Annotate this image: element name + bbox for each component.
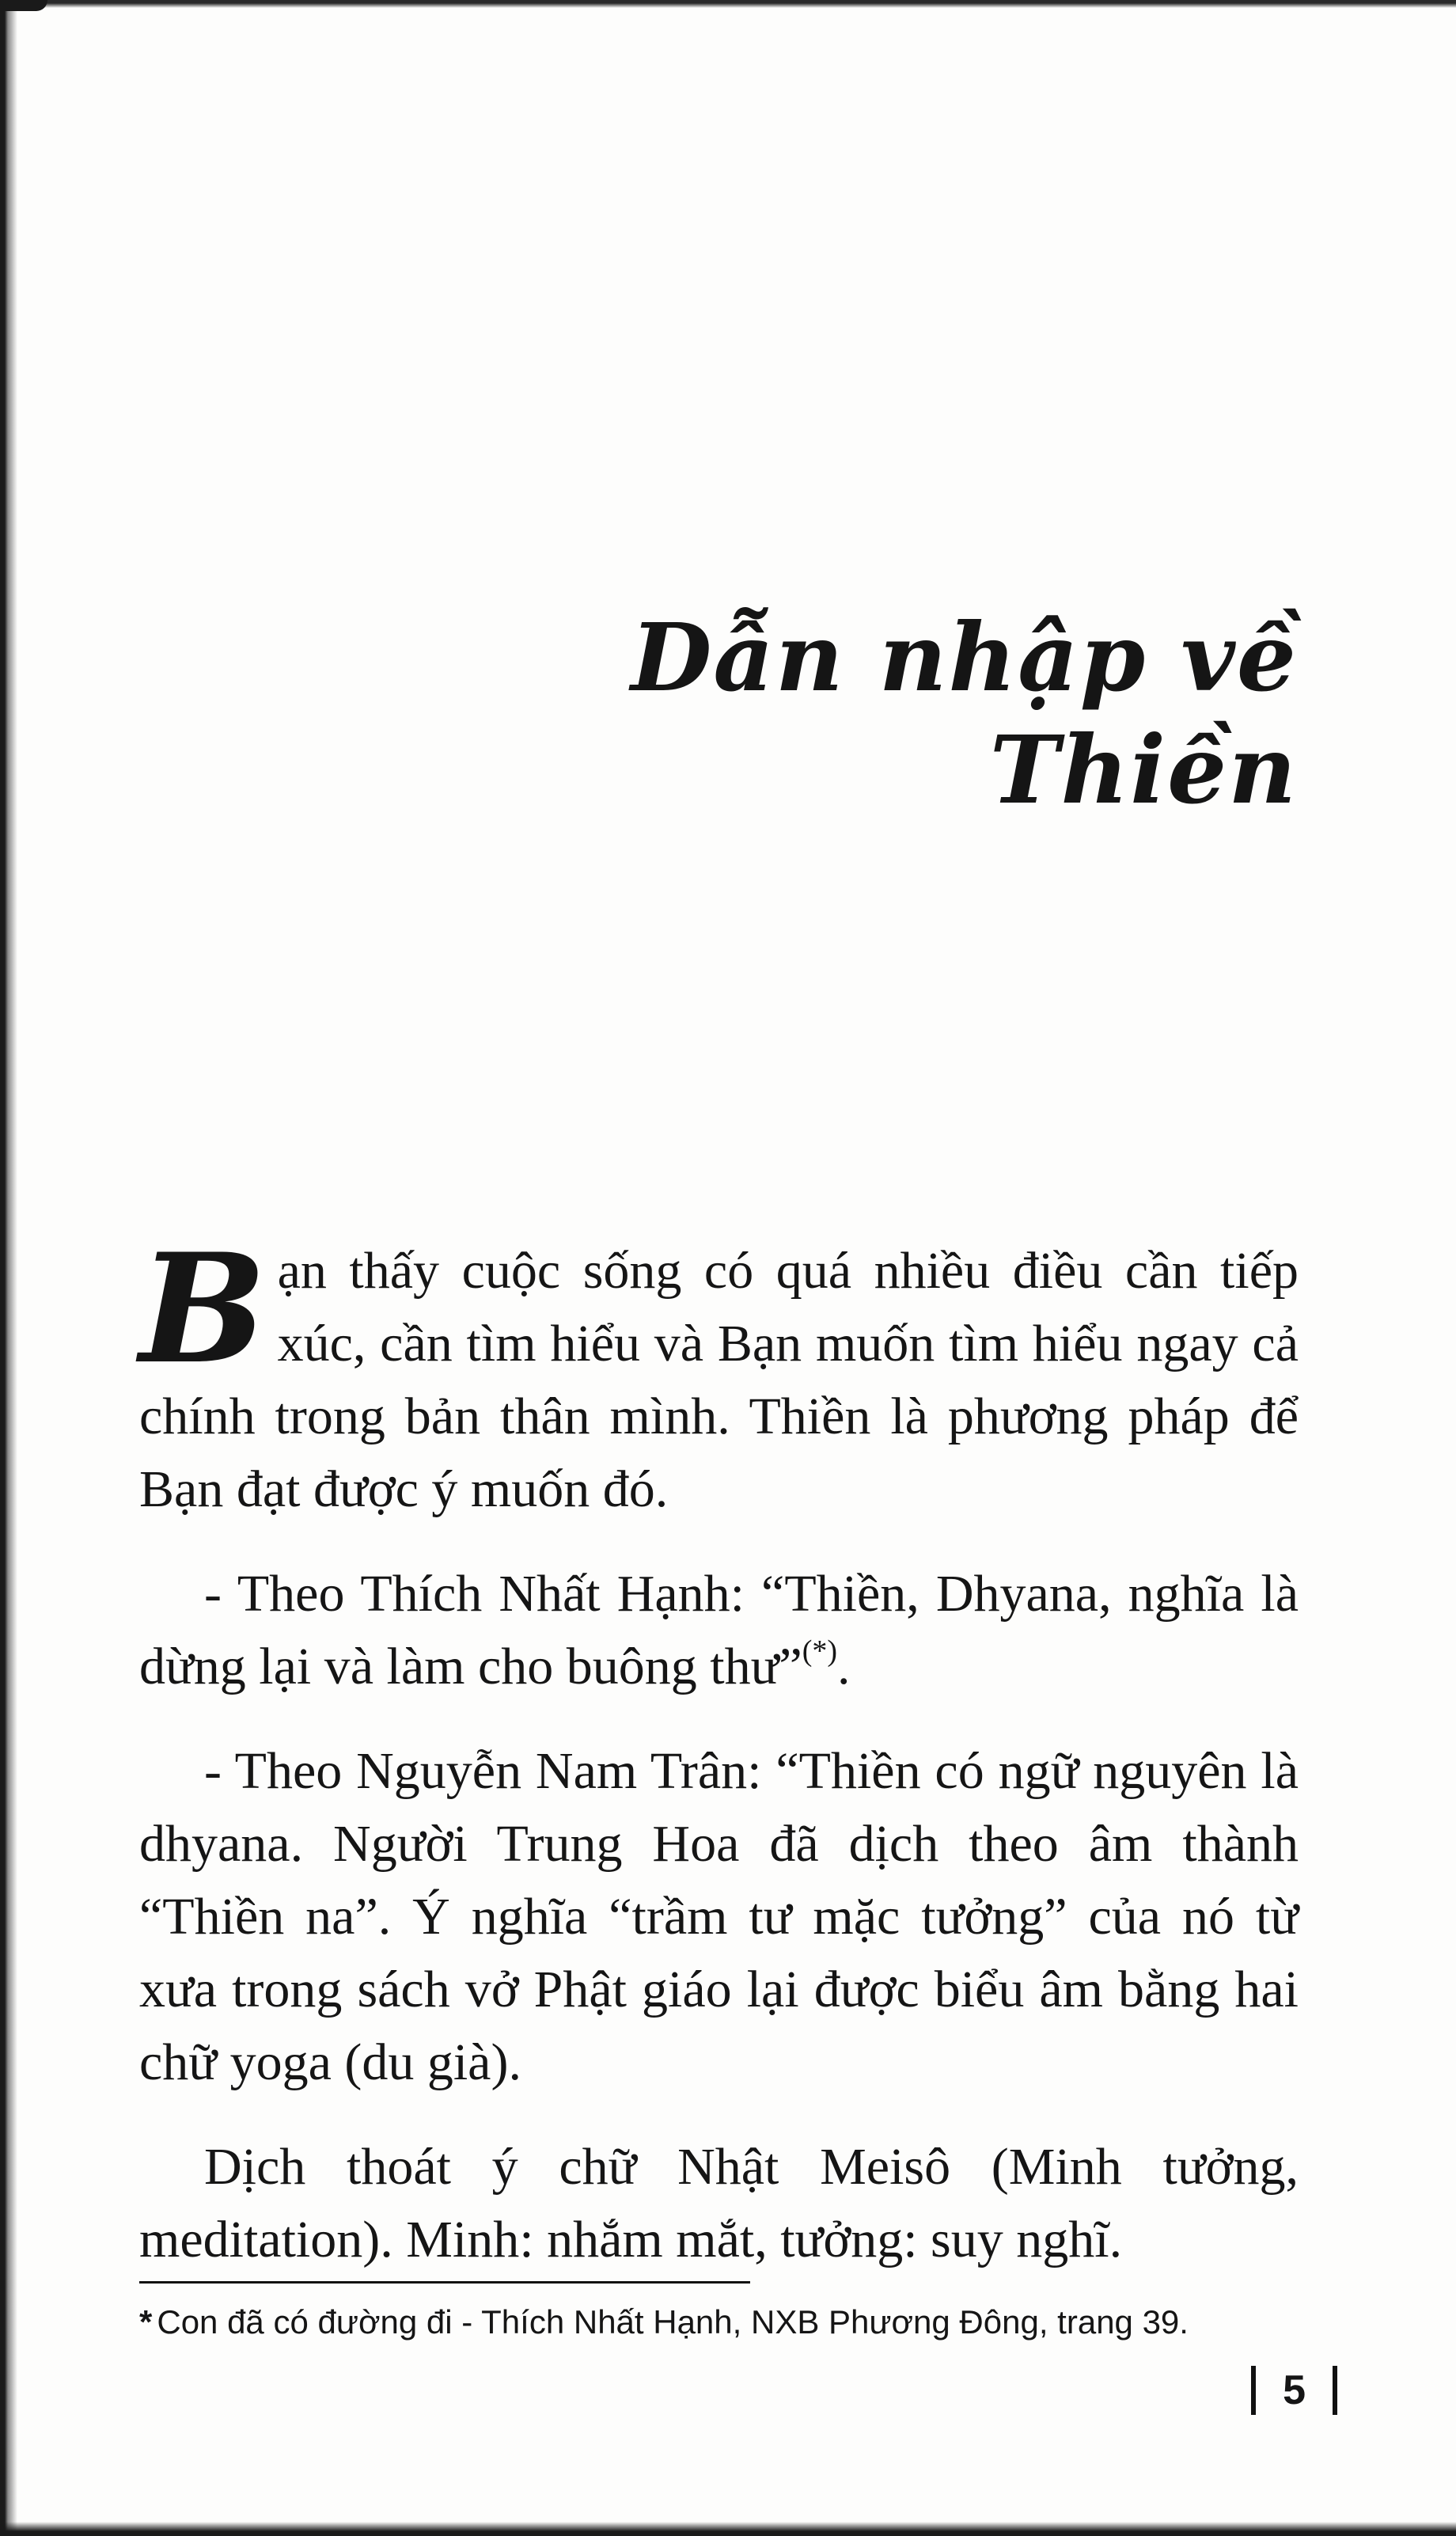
footnote-mark: * xyxy=(139,2303,153,2340)
quote-paragraph-1 xyxy=(139,1558,1299,1703)
drop-cap: B xyxy=(139,1221,267,1397)
scan-edge-bottom xyxy=(0,2522,1456,2536)
intro-paragraph xyxy=(139,1221,1299,1526)
scan-corner xyxy=(0,0,47,11)
quote-1-end: . xyxy=(837,1638,851,1695)
page-number-left-bar xyxy=(1251,2366,1256,2415)
body-text xyxy=(139,1221,1299,2308)
footnote-text: Con đã có đường đi - Thích Nhất Hạnh, NXB Phương Đông, trang 39. xyxy=(157,2303,1189,2340)
page-number-right-bar xyxy=(1333,2366,1337,2415)
chapter-title: Dẫn nhập về Thiền xyxy=(631,602,1298,825)
quote-1-text: - Theo Thích Nhất Hạnh: “Thiền, Dhyana, nghĩa là dừng lại và làm cho buông thư” xyxy=(139,1565,1299,1695)
paragraph-4: Dịch thoát ý chữ Nhật Meisô (Minh tưởng, meditation). Minh: nhắm mắt, tưởng: suy nghĩ. xyxy=(139,2138,1299,2268)
page-number-area xyxy=(1251,2359,1337,2422)
quote-paragraph-2: - Theo Nguyễn Nam Trân: “Thiền có ngữ nguyên là dhyana. Người Trung Hoa đã dịch theo âm thành “Thiền na”. Ý nghĩa “trầm tư mặc tưởng” của nó từ xưa trong sách vở Phật giáo lại được biểu âm bằng hai chữ yoga (du già). xyxy=(139,1742,1299,2091)
page-number: 5 xyxy=(1283,2367,1306,2413)
footnote xyxy=(139,2300,1326,2344)
scan-edge-top xyxy=(0,0,1456,8)
footnote-divider xyxy=(139,2281,750,2284)
footnote-reference[interactable]: (*) xyxy=(802,1634,838,1668)
intro-text: ạn thấy cuộc sống có quá nhiều điều cần tiếp xúc, cần tìm hiểu và Bạn muốn tìm hiểu ngay cả chính trong bản thân mình. Thiền là phương pháp để Bạn đạt được ý muốn đó. xyxy=(139,1242,1299,1518)
scan-edge-left xyxy=(0,0,17,2536)
